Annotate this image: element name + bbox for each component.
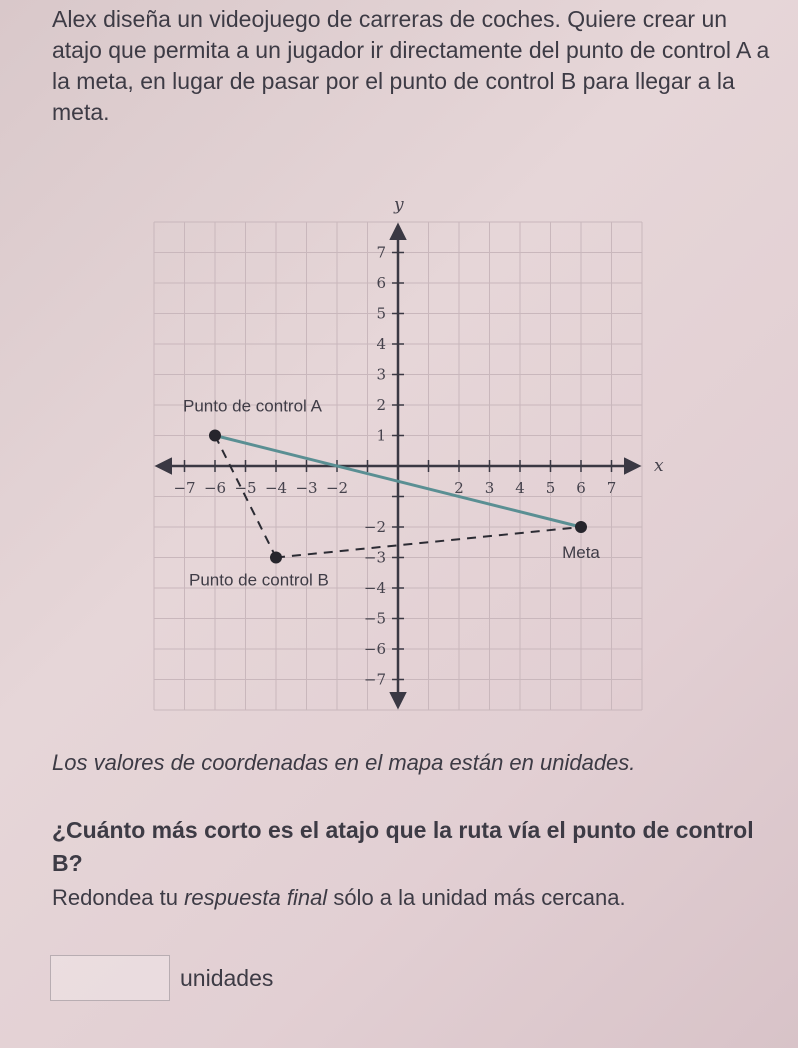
y-tick-label: 2 bbox=[376, 396, 386, 414]
point-label: Punto de control A bbox=[183, 396, 322, 416]
y-tick-label: 5 bbox=[376, 304, 386, 323]
question-text: ¿Cuánto más corto es el atajo que la ruta vía el punto de control B? bbox=[52, 817, 754, 876]
answer-units: unidades bbox=[180, 964, 274, 991]
x-tick-label: 3 bbox=[484, 479, 495, 497]
y-tick-label: −5 bbox=[363, 609, 386, 628]
x-tick-label: 5 bbox=[545, 479, 556, 497]
y-tick-label: 7 bbox=[376, 243, 386, 262]
y-tick-label: −3 bbox=[363, 548, 386, 567]
point-label: Punto de control B bbox=[189, 570, 329, 590]
x-tick-label: 2 bbox=[454, 479, 464, 497]
y-tick-label: −6 bbox=[363, 640, 386, 658]
axes bbox=[158, 195, 664, 706]
answer-input[interactable] bbox=[50, 955, 170, 1001]
x-tick-label: 6 bbox=[576, 479, 586, 497]
x-tick-label: −3 bbox=[295, 479, 318, 497]
point-label: Meta bbox=[562, 543, 600, 562]
instruction-italic: respuesta final bbox=[184, 885, 328, 910]
answer-row bbox=[50, 955, 273, 1001]
x-tick-label: 7 bbox=[606, 479, 617, 497]
route-point bbox=[575, 521, 587, 533]
units-note: Los valores de coordenadas en el mapa están en unidades. bbox=[52, 750, 636, 775]
y-tick-label: 4 bbox=[376, 335, 386, 353]
problem-statement: Alex diseña un videojuego de carreras de coches. Quiere crear un atajo que permita a un jugador ir directamente del punto de control A a la meta, en lugar de pasar por el punto de control B para llegar a la meta. bbox=[52, 6, 770, 125]
route-point bbox=[270, 552, 282, 564]
x-tick-label: −7 bbox=[173, 479, 196, 497]
x-axis-label: x bbox=[654, 456, 664, 476]
y-tick-label: −7 bbox=[363, 670, 386, 689]
instruction-after: sólo a la unidad más cercana. bbox=[327, 885, 626, 910]
y-tick-label: 1 bbox=[376, 426, 386, 445]
y-tick-label: −2 bbox=[363, 518, 386, 536]
y-tick-label: 6 bbox=[376, 274, 386, 292]
instruction-before: Redondea tu bbox=[52, 885, 185, 910]
rounding-instruction bbox=[52, 882, 772, 913]
y-tick-label: 3 bbox=[376, 365, 386, 384]
y-axis-label: y bbox=[394, 195, 404, 215]
coordinate-plane bbox=[140, 178, 680, 718]
x-tick-label: −4 bbox=[264, 479, 288, 497]
x-tick-label: −5 bbox=[234, 479, 257, 497]
x-tick-label: −6 bbox=[203, 479, 227, 497]
x-tick-label: −2 bbox=[325, 479, 349, 497]
y-tick-label: −4 bbox=[363, 579, 386, 597]
x-tick-label: 4 bbox=[515, 479, 525, 497]
route-point bbox=[209, 430, 221, 442]
